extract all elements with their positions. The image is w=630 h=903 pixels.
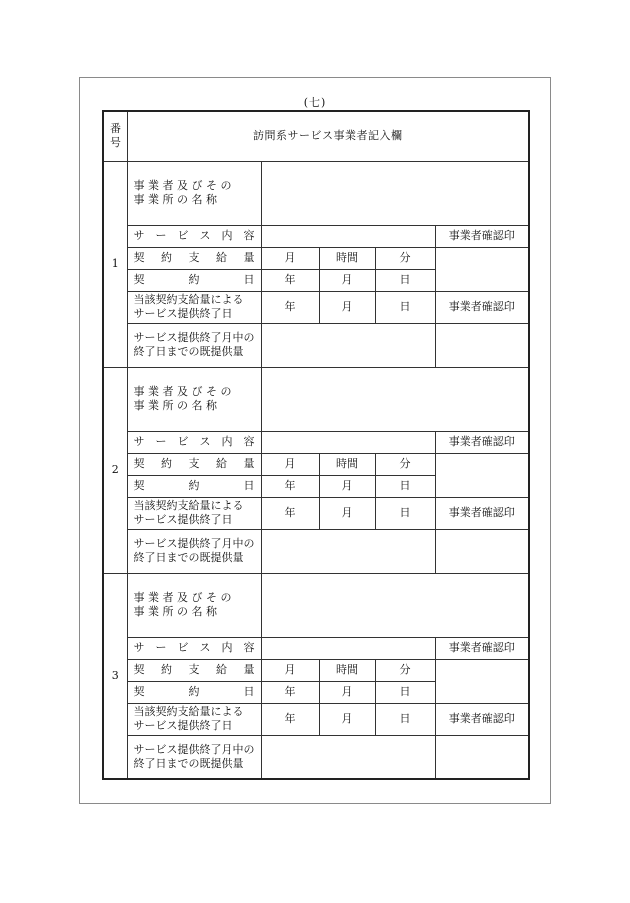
year-unit: 年 xyxy=(261,497,319,529)
provider-name-row xyxy=(103,573,529,637)
month-unit: 月 xyxy=(319,475,375,497)
hours-unit: 時間 xyxy=(319,453,375,475)
month-unit: 月 xyxy=(319,497,375,529)
page-number: (七) xyxy=(303,96,327,109)
provider-name-label: 事 業 者 及 び そ の 事 業 所 の 名 称 xyxy=(127,573,261,637)
confirm-stamp-label: 事業者確認印 xyxy=(435,291,529,323)
provider-name-label: 事 業 者 及 び そ の 事 業 所 の 名 称 xyxy=(127,367,261,431)
day-unit: 日 xyxy=(375,291,435,323)
minutes-unit: 分 xyxy=(375,659,435,681)
service-content-label: サ ー ビ ス 内 容 xyxy=(127,637,261,659)
confirm-stamp-label: 事業者確認印 xyxy=(435,703,529,735)
contract-date-label: 契 約 日 xyxy=(127,269,261,291)
provided-amount-label: サービス提供終了月中の 終了日までの既提供量 xyxy=(127,735,261,779)
day-unit: 日 xyxy=(375,681,435,703)
service-content-label: サ ー ビ ス 内 容 xyxy=(127,225,261,247)
provided-amount-row xyxy=(103,529,529,573)
provided-amount-row xyxy=(103,323,529,367)
contract-date-label: 契 約 日 xyxy=(127,681,261,703)
year-unit: 年 xyxy=(261,475,319,497)
stamp-area[interactable] xyxy=(435,323,529,367)
provider-name-field[interactable] xyxy=(261,161,529,225)
service-content-row xyxy=(103,637,529,659)
header-row xyxy=(103,111,529,161)
year-unit: 年 xyxy=(261,703,319,735)
service-content-field[interactable] xyxy=(261,431,435,453)
number-header: 番 号 xyxy=(103,111,127,161)
confirm-stamp-label: 事業者確認印 xyxy=(435,431,529,453)
provider-name-field[interactable] xyxy=(261,367,529,431)
day-unit: 日 xyxy=(375,475,435,497)
month-unit: 月 xyxy=(319,291,375,323)
minutes-unit: 分 xyxy=(375,453,435,475)
year-unit: 年 xyxy=(261,681,319,703)
provided-amount-field[interactable] xyxy=(261,735,435,779)
end-date-label: 当該契約支給量による サービス提供終了日 xyxy=(127,497,261,529)
provided-amount-label: サービス提供終了月中の 終了日までの既提供量 xyxy=(127,529,261,573)
confirm-stamp-label: 事業者確認印 xyxy=(435,497,529,529)
end-date-row xyxy=(103,291,529,323)
provided-amount-field[interactable] xyxy=(261,323,435,367)
service-content-row xyxy=(103,431,529,453)
provider-name-row xyxy=(103,161,529,225)
entry-number: 1 xyxy=(103,161,127,367)
service-content-field[interactable] xyxy=(261,225,435,247)
section-title: 訪問系サービス事業者記入欄 xyxy=(127,111,529,161)
hours-unit: 時間 xyxy=(319,247,375,269)
end-date-row xyxy=(103,703,529,735)
provider-name-row xyxy=(103,367,529,431)
service-content-field[interactable] xyxy=(261,637,435,659)
contract-amount-label: 契 約 支 給 量 xyxy=(127,659,261,681)
contract-amount-row xyxy=(103,453,529,475)
month-unit: 月 xyxy=(319,269,375,291)
provided-amount-row xyxy=(103,735,529,779)
stamp-area[interactable] xyxy=(435,529,529,573)
contract-amount-label: 契 約 支 給 量 xyxy=(127,453,261,475)
stamp-area[interactable] xyxy=(435,659,529,703)
year-unit: 年 xyxy=(261,269,319,291)
contract-date-label: 契 約 日 xyxy=(127,475,261,497)
minutes-unit: 分 xyxy=(375,247,435,269)
contract-amount-label: 契 約 支 給 量 xyxy=(127,247,261,269)
end-date-label: 当該契約支給量による サービス提供終了日 xyxy=(127,291,261,323)
provider-form-table xyxy=(102,110,530,780)
provider-name-field[interactable] xyxy=(261,573,529,637)
confirm-stamp-label: 事業者確認印 xyxy=(435,637,529,659)
confirm-stamp-label: 事業者確認印 xyxy=(435,225,529,247)
day-unit: 日 xyxy=(375,269,435,291)
service-content-row xyxy=(103,225,529,247)
month-unit: 月 xyxy=(319,681,375,703)
entry-number: 3 xyxy=(103,573,127,779)
service-content-label: サ ー ビ ス 内 容 xyxy=(127,431,261,453)
year-unit: 年 xyxy=(261,291,319,323)
month-unit: 月 xyxy=(319,703,375,735)
contract-amount-row xyxy=(103,247,529,269)
hours-unit: 時間 xyxy=(319,659,375,681)
month-unit: 月 xyxy=(261,453,319,475)
provided-amount-label: サービス提供終了月中の 終了日までの既提供量 xyxy=(127,323,261,367)
stamp-area[interactable] xyxy=(435,735,529,779)
contract-amount-row xyxy=(103,659,529,681)
month-unit: 月 xyxy=(261,659,319,681)
entry-number: 2 xyxy=(103,367,127,573)
provider-name-label: 事 業 者 及 び そ の 事 業 所 の 名 称 xyxy=(127,161,261,225)
end-date-row xyxy=(103,497,529,529)
stamp-area[interactable] xyxy=(435,453,529,497)
day-unit: 日 xyxy=(375,703,435,735)
stamp-area[interactable] xyxy=(435,247,529,291)
month-unit: 月 xyxy=(261,247,319,269)
end-date-label: 当該契約支給量による サービス提供終了日 xyxy=(127,703,261,735)
provided-amount-field[interactable] xyxy=(261,529,435,573)
day-unit: 日 xyxy=(375,497,435,529)
